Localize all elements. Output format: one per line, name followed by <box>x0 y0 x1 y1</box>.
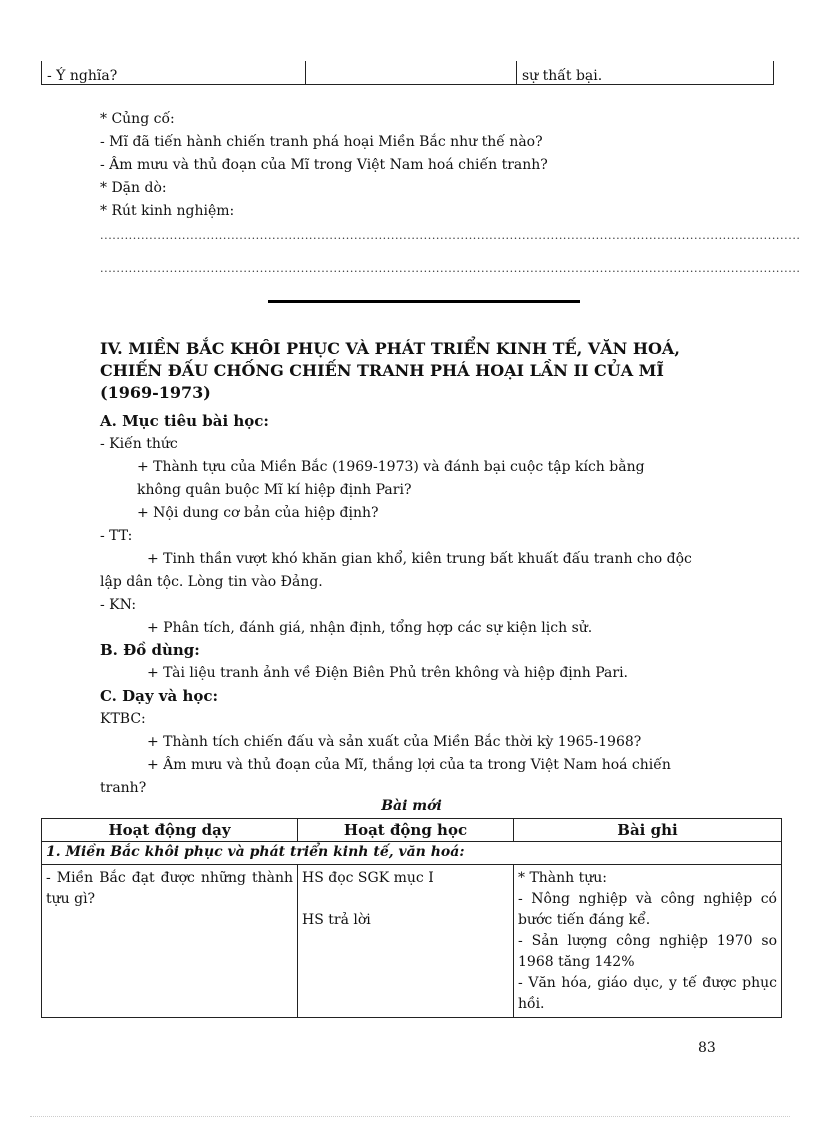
learning-cell <box>298 865 514 1018</box>
teaching-title: C. Dạy và học: <box>100 687 219 705</box>
notes-title: * Thành tựu: <box>518 870 608 886</box>
knowledge-label: - Kiến thức <box>100 436 178 452</box>
attitude-item-1a: + Tinh thần vượt khó khăn gian khổ, kiên trung bất khuất đấu tranh cho độc <box>147 551 692 567</box>
learning-step-1: HS đọc SGK mục I <box>302 870 434 886</box>
lesson-table <box>41 818 782 1018</box>
top-cell-activity <box>306 61 517 85</box>
review-question-2: - Âm mưu và thủ đoạn của Mĩ trong Việt Nam hoá chiến tranh? <box>100 157 548 173</box>
notes-item-3: - Văn hóa, giáo dục, y tế được phục hồi. <box>518 975 777 1012</box>
top-cell-question: - Ý nghĩa? <box>42 61 306 85</box>
header-notes: Bài ghi <box>514 819 782 842</box>
learning-step-2: HS trả lời <box>302 912 371 928</box>
table-caption: Bài mới <box>381 798 442 814</box>
check-question-1: + Thành tích chiến đấu và sản xuất của Miền Bắc thời kỳ 1965-1968? <box>147 734 642 750</box>
footer-border <box>30 1116 790 1117</box>
knowledge-item-2: + Nội dung cơ bản của hiệp định? <box>137 505 379 521</box>
skills-label: - KN: <box>100 597 137 613</box>
notes-cell <box>514 865 782 1018</box>
attitude-item-1b: lập dân tộc. Lòng tin vào Đảng. <box>100 574 323 590</box>
section-row-title: 1. Miền Bắc khôi phục và phát triển kinh tế, văn hoá: <box>42 842 782 865</box>
section-divider <box>268 300 580 303</box>
header-teaching: Hoạt động dạy <box>42 819 298 842</box>
teaching-cell: - Miền Bắc đạt được những thành tựu gì? <box>42 865 298 1018</box>
attitude-label: - TT: <box>100 528 133 544</box>
table-header-row <box>42 819 782 842</box>
header-learning: Hoạt động học <box>298 819 514 842</box>
homework-label: * Dặn dò: <box>100 180 167 196</box>
skills-item-1: + Phân tích, đánh giá, nhận định, tổng hợp các sự kiện lịch sử. <box>147 620 593 636</box>
knowledge-item-1b: không quân buộc Mĩ kí hiệp định Pari? <box>137 482 412 498</box>
knowledge-item-1a: + Thành tựu của Miền Bắc (1969-1973) và đánh bại cuộc tập kích bằng <box>137 459 645 475</box>
check-question-2a: + Âm mưu và thủ đoạn của Mĩ, thắng lợi của ta trong Việt Nam hoá chiến <box>147 757 671 773</box>
objectives-title: A. Mục tiêu bài học: <box>100 412 269 430</box>
review-question-1: - Mĩ đã tiến hành chiến tranh phá hoại Miền Bắc như thế nào? <box>100 134 543 150</box>
materials-item-1: + Tài liệu tranh ảnh về Điện Biên Phủ trên không và hiệp định Pari. <box>147 665 629 681</box>
table-row <box>42 865 782 1018</box>
table-section-row <box>42 842 782 865</box>
page-number: 83 <box>698 1040 716 1056</box>
section-heading: IV. MIỀN BẮC KHÔI PHỤC VÀ PHÁT TRIỂN KINH TẾ, VĂN HOÁ, CHIẾN ĐẤU CHỐNG CHIẾN TRANH PHÁ HOẠI LẦN II CỦA MĨ (1969-1973) <box>100 339 680 402</box>
materials-title: B. Đồ dùng: <box>100 641 200 659</box>
notes-item-2: - Sản lượng công nghiệp 1970 so 1968 tăng 142% <box>518 933 777 970</box>
top-cell-note: sự thất bại. <box>517 61 774 85</box>
review-title: * Củng cố: <box>100 111 175 127</box>
dotted-line-1: ........................................................................................................................................................................... <box>100 229 801 242</box>
old-lesson-check-label: KTBC: <box>100 711 146 727</box>
dotted-line-2: ........................................................................................................................................................................... <box>100 262 801 275</box>
check-question-2b: tranh? <box>100 780 147 796</box>
experience-label: * Rút kinh nghiệm: <box>100 203 235 219</box>
previous-table-last-row <box>41 61 774 85</box>
notes-item-1: - Nông nghiệp và công nghiệp có bước tiến đáng kể. <box>518 891 777 928</box>
